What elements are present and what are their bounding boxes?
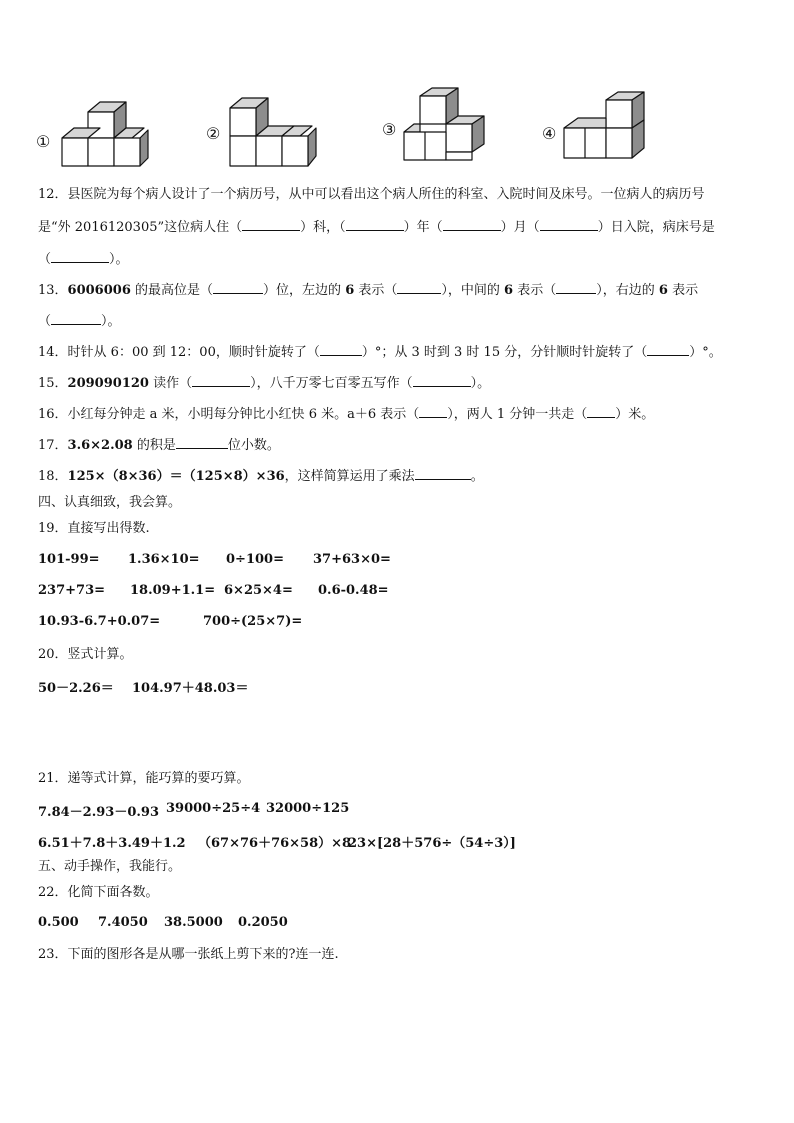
q13-text-2b: ）。 [101, 314, 121, 329]
answer-blank-left-six[interactable] [397, 281, 441, 294]
question-12-line-3 [38, 250, 129, 269]
question-13-line-1 [38, 281, 698, 300]
question-12-line-2 [38, 218, 715, 237]
answer-blank-year[interactable] [346, 218, 404, 231]
q21-item-1: 7.84－2.93－0.93 [38, 805, 159, 820]
q15-number: 15． [38, 376, 68, 391]
question-23-title [38, 946, 339, 964]
answer-blank-day[interactable] [540, 218, 598, 231]
q16-text-c: ）米。 [615, 407, 655, 422]
question-12-line-1 [38, 186, 705, 204]
figure-label-4: ④ [542, 124, 557, 143]
q13-text-2a: （ [38, 314, 52, 329]
q20-title: 20．竖式计算。 [38, 647, 133, 662]
q21-item-6: 23×[28＋576÷（54÷3）] [348, 836, 516, 851]
cube-figures [34, 86, 674, 168]
q12-text-2d: ）月（ [500, 220, 540, 235]
cube-figure-3-drawing [380, 86, 510, 168]
figure-label-1: ① [36, 132, 51, 151]
q19-item-9: 10.93-6.7+0.07= [38, 614, 161, 629]
question-20-title [38, 646, 133, 664]
cube-figure-4 [540, 86, 670, 168]
answer-blank-middle-six[interactable] [556, 281, 596, 294]
q21-item-2: 39000÷25÷4 [166, 801, 261, 816]
answer-blank-total-distance[interactable] [587, 405, 615, 418]
question-19-title [38, 520, 150, 538]
q12-text-3a: （ [38, 252, 52, 267]
q15-text-d: ）。 [470, 376, 491, 391]
q13-number: 13． [38, 283, 68, 298]
q19-item-6: 18.09+1.1= [130, 583, 216, 598]
q12-text-1: 12．县医院为每个病人设计了一个病历号，从中可以看出这个病人所住的科室、入院时间及床号。一位病人的病历号 [38, 187, 705, 202]
q17-text-b: 的积是 [136, 438, 176, 453]
q22-item-1: 0.500 [38, 915, 79, 930]
q21-item-3: 32000÷125 [266, 801, 350, 816]
q21-item-4: 6.51＋7.8＋3.49＋1.2 [38, 836, 186, 851]
figure-label-3: ③ [382, 120, 397, 139]
question-15 [38, 374, 490, 393]
q17-text-c: 位小数。 [227, 438, 280, 453]
question-17 [38, 436, 280, 455]
q22-title: 22．化简下面各数。 [38, 885, 159, 900]
q22-item-4: 0.2050 [238, 915, 288, 930]
cube-figure-2-drawing [204, 86, 334, 168]
q16-text-b: ），两人 1 分钟一共走（ [447, 407, 588, 422]
q21-title: 21．递等式计算，能巧算的要巧算。 [38, 771, 250, 786]
answer-blank-minute-angle[interactable] [647, 343, 689, 356]
question-14 [38, 343, 722, 362]
q19-item-7: 6×25×4= [224, 583, 293, 598]
q14-text-c: ）°。 [689, 345, 722, 360]
question-18 [38, 467, 484, 486]
q13-text-d: 表示（ [358, 283, 398, 298]
q20-item-2: 104.97＋48.03＝ [132, 681, 249, 696]
q13-text-h: 表示 [672, 283, 699, 298]
cube-figure-4-drawing [540, 86, 670, 168]
q18-number: 18． [38, 469, 68, 484]
cube-figure-2 [204, 86, 334, 168]
answer-blank-highest-place[interactable] [213, 281, 263, 294]
q13-value: 6006006 [67, 283, 131, 298]
answer-blank-department[interactable] [242, 218, 300, 231]
q22-item-3: 38.5000 [164, 915, 223, 930]
q15-text-c: ），八千万零七百零五写作（ [250, 376, 413, 391]
q12-text-2e: ）日入院，病床号是 [597, 220, 715, 235]
q12-text-3b: ）。 [109, 252, 129, 267]
section-5-heading [38, 858, 181, 876]
q13-six-left: 6 [345, 283, 355, 298]
q22-item-2: 7.4050 [98, 915, 148, 930]
answer-blank-read-as[interactable] [192, 374, 250, 387]
q19-item-1: 101-99= [38, 552, 100, 567]
answer-blank-decimal-places[interactable] [176, 436, 228, 449]
cube-figure-1-drawing [34, 86, 154, 168]
q12-text-2c: ）年（ [403, 220, 443, 235]
q13-text-g: ），右边的 [596, 283, 655, 298]
q13-text-f: 表示（ [517, 283, 557, 298]
question-16 [38, 405, 654, 424]
q17-expression: 3.6×2.08 [67, 438, 133, 453]
q15-text-b: 读作（ [153, 376, 193, 391]
section-4-heading [38, 494, 181, 512]
q15-value: 209090120 [67, 376, 149, 391]
cube-figure-1 [34, 86, 154, 168]
q19-title: 19．直接写出得数. [38, 521, 150, 536]
question-22-title [38, 884, 159, 902]
q23-title: 23．下面的图形各是从哪一张纸上剪下来的?连一连. [38, 947, 339, 962]
q19-item-4: 37+63×0= [313, 552, 391, 567]
q19-item-2: 1.36×10= [128, 552, 200, 567]
q12-text-2b: ）科，（ [300, 220, 346, 235]
answer-blank-month[interactable] [443, 218, 501, 231]
answer-blank-a-plus-6[interactable] [419, 405, 447, 418]
section-5-title: 五、动手操作，我能行。 [38, 859, 182, 874]
figure-label-2: ② [206, 124, 221, 143]
q21-item-5: （67×76＋76×58）×8 [198, 836, 352, 851]
q18-text-c: 。 [470, 469, 484, 484]
q19-item-5: 237+73= [38, 583, 106, 598]
question-21-title [38, 770, 250, 788]
cube-figure-3 [380, 86, 510, 168]
section-4-title: 四、认真细致，我会算。 [38, 495, 182, 510]
answer-blank-multiplication-law[interactable] [415, 467, 471, 480]
q14-text-a: 14．时针从 6：00 到 12：00，顺时针旋转了（ [38, 345, 320, 360]
q16-text-a: 16．小红每分钟走 a 米，小明每分钟比小红快 6 米。a＋6 表示（ [38, 407, 420, 422]
q14-text-b: ）°；从 3 时到 3 时 15 分，分针顺时针旋转了（ [361, 345, 648, 360]
q13-text-e: ），中间的 [441, 283, 500, 298]
q17-number: 17． [38, 438, 68, 453]
q13-six-middle: 6 [504, 283, 514, 298]
question-13-line-2 [38, 312, 121, 331]
q19-item-3: 0÷100= [226, 552, 284, 567]
answer-blank-bed[interactable] [51, 250, 109, 263]
answer-blank-right-six[interactable] [51, 312, 101, 325]
q13-text-b: 的最高位是（ [135, 283, 214, 298]
q18-text-b: ，这样简算运用了乘法 [284, 469, 415, 484]
q20-item-1: 50－2.26＝ [38, 681, 114, 696]
q12-text-2a: 是“外 2016120305”这位病人住（ [38, 220, 243, 235]
q13-text-c: ）位，左边的 [263, 283, 342, 298]
q18-expression: 125×（8×36）＝（125×8）×36 [67, 469, 285, 484]
q19-item-8: 0.6-0.48= [318, 583, 389, 598]
q13-six-right: 6 [658, 283, 668, 298]
answer-blank-hour-angle[interactable] [320, 343, 362, 356]
answer-blank-write-as[interactable] [413, 374, 471, 387]
q19-item-10: 700÷(25×7)= [203, 614, 303, 629]
